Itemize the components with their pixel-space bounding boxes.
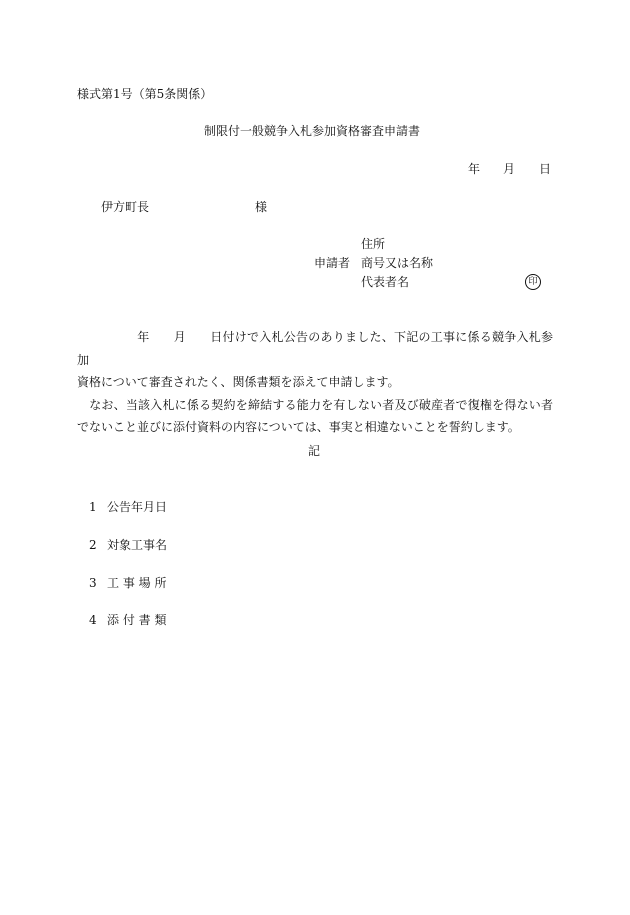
- item-number: 1: [89, 500, 97, 514]
- application-statement: [77, 326, 553, 439]
- item-label: 対象工事名: [107, 538, 168, 552]
- seal-mark: 印: [525, 274, 541, 290]
- date-year-label: 年: [468, 162, 481, 176]
- item-number: 4: [89, 613, 97, 627]
- date-day-label: 日: [539, 162, 552, 176]
- item-number: 3: [89, 576, 97, 590]
- document-title: 制限付一般競争入札参加資格審査申請書: [204, 124, 421, 138]
- applicant-label: 申請者: [314, 256, 351, 270]
- addressee-name: 伊方町長: [101, 200, 150, 214]
- item-label: 公告年月日: [107, 500, 168, 514]
- form-number: 様式第1号（第5条関係）: [77, 87, 213, 101]
- pledge-paragraph: なお、当該入札に係る契約を締結する能力を有しない者及び破産者で復権を得ない者でないこと並びに添付資料の内容については、事実と相違ないことを誓約します。: [77, 397, 553, 434]
- representative-label: 代表者名: [361, 275, 410, 289]
- para-year-label: 年: [137, 330, 150, 344]
- date-month-label: 月: [503, 162, 516, 176]
- addressee-honorific: 様: [255, 200, 268, 214]
- para-month-label: 月: [173, 330, 186, 344]
- item-number: 2: [89, 538, 97, 552]
- address-label: 住所: [361, 237, 386, 251]
- item-label: 工 事 場 所: [107, 576, 167, 590]
- statement-line-2: 資格について審査されたく、関係書類を添えて申請します。: [77, 375, 400, 389]
- item-label: 添 付 書 類: [107, 613, 167, 627]
- para-line1-text: 日付けで入札公告のありました、下記の工事に係る競争入札参加: [77, 330, 553, 367]
- company-name-label: 商号又は名称: [361, 256, 434, 270]
- ki-heading: 記: [308, 444, 321, 458]
- statement-line-1: [77, 326, 553, 371]
